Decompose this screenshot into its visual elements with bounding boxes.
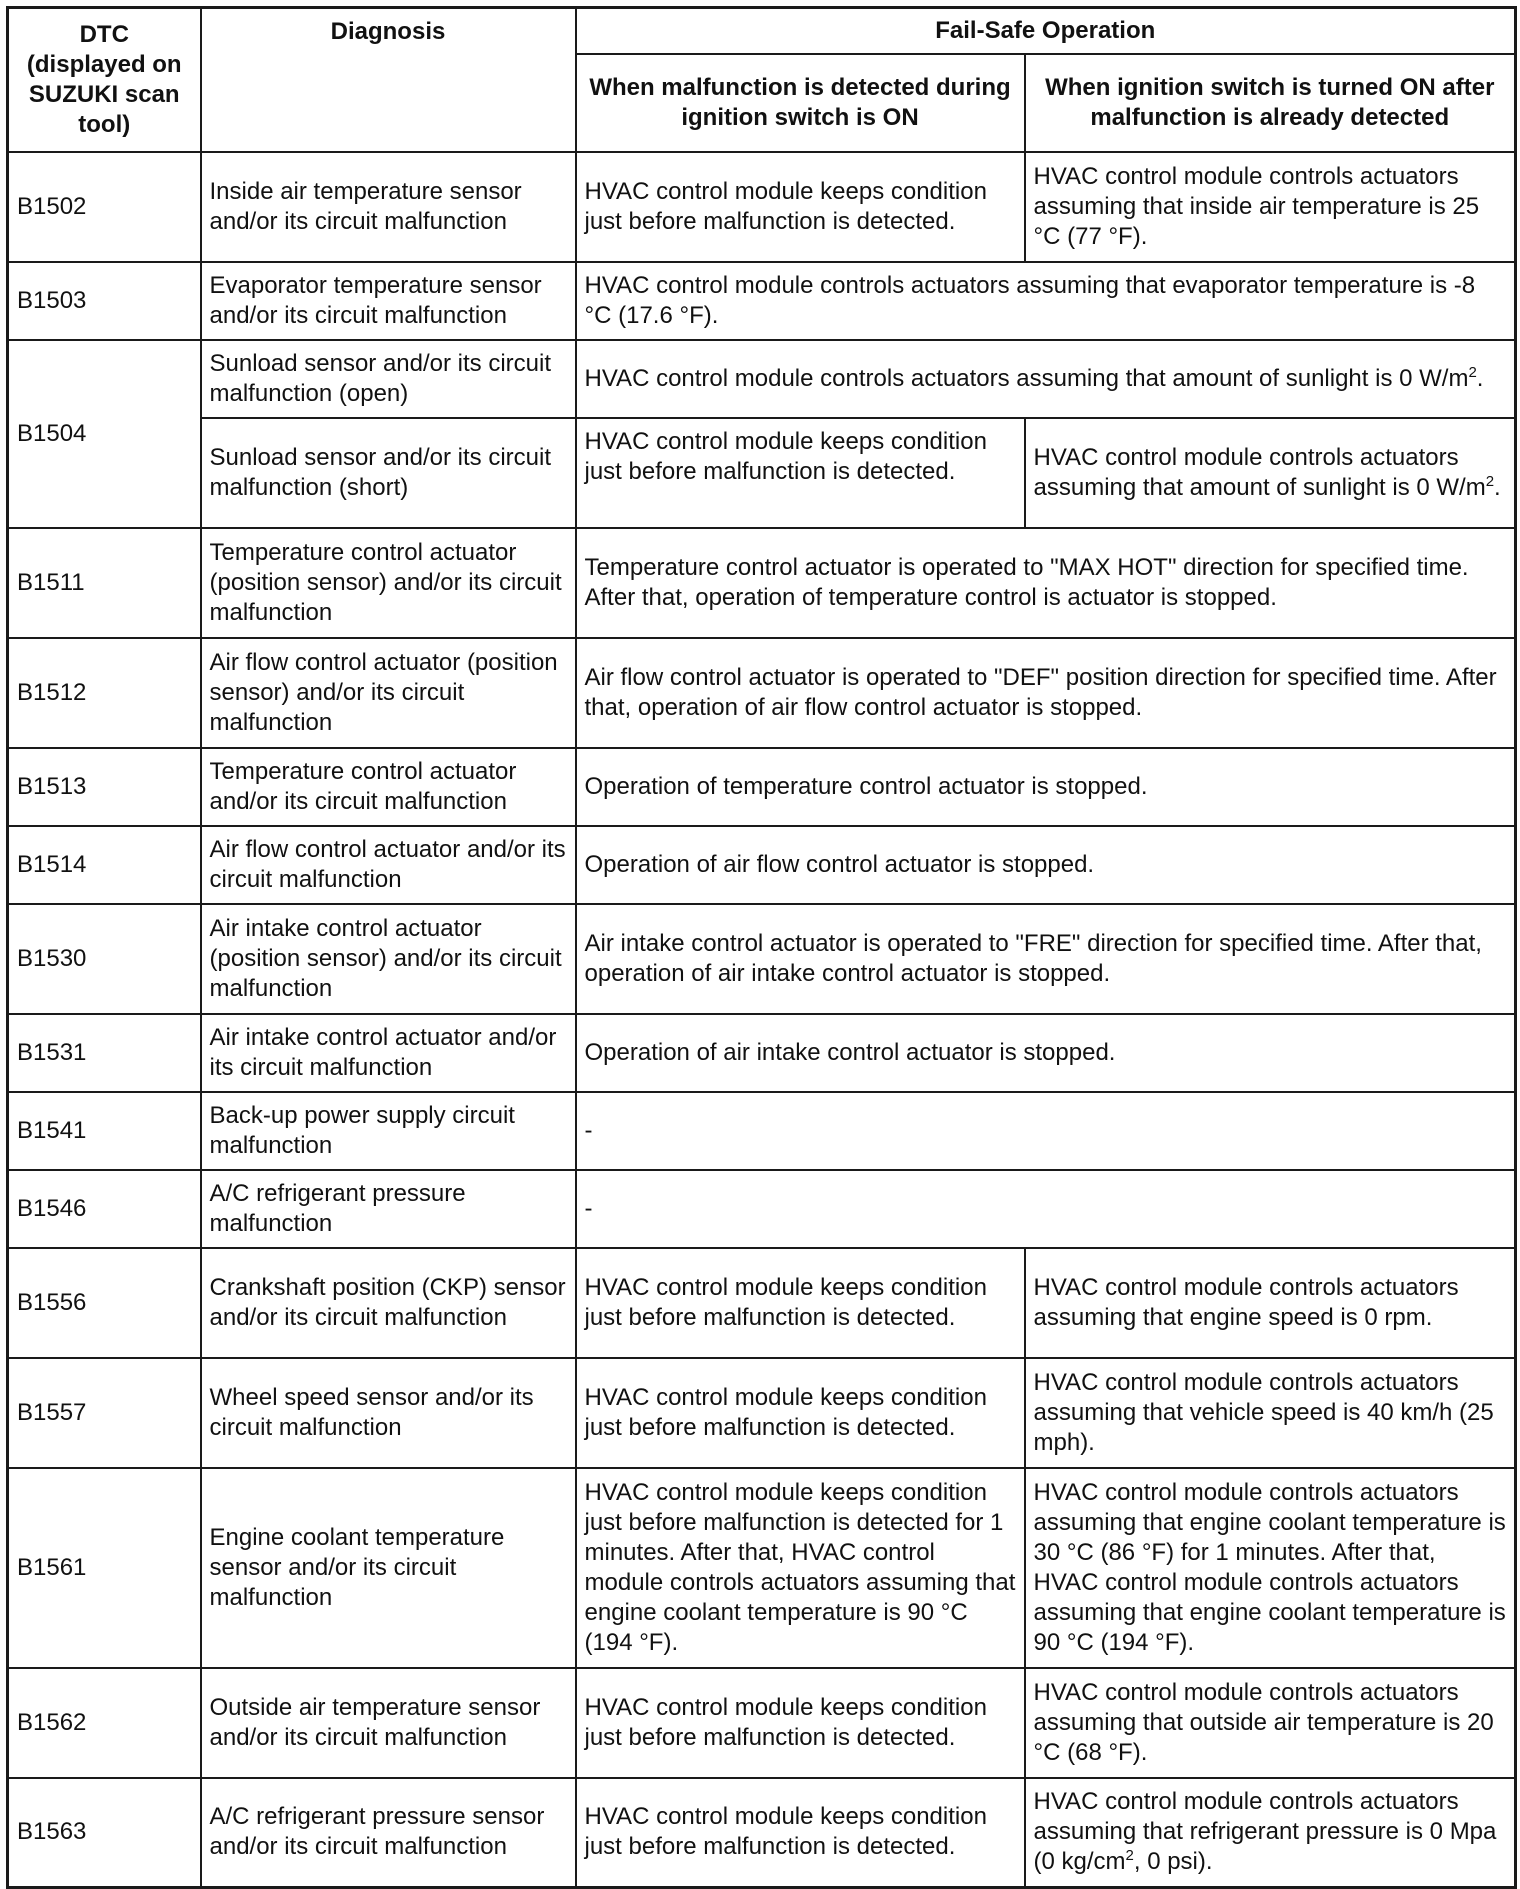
table-row-b1546: [8, 1170, 1516, 1248]
table-row-b1561: [8, 1468, 1516, 1668]
failsafe-after-cell: HVAC control module controls actuators assuming that engine speed is 0 rpm.: [1025, 1248, 1516, 1358]
diagnosis-cell: Sunload sensor and/or its circuit malfunction (open): [201, 340, 576, 418]
table-row-b1557: [8, 1358, 1516, 1468]
table-row-b1563: [8, 1778, 1516, 1888]
superscript: 2: [1468, 363, 1477, 381]
failsafe-both-cell: -: [576, 1092, 1516, 1170]
failsafe-after-cell: HVAC control module controls actuators assuming that inside air temperature is 25 °C (77 °F).: [1025, 152, 1516, 262]
table-row-b1504-open: [8, 340, 1516, 418]
header-dtc: DTC (displayed on SUZUKI scan tool): [8, 8, 201, 152]
table-row-b1503: [8, 262, 1516, 340]
dtc-code: B1512: [8, 638, 201, 748]
dtc-code: B1562: [8, 1668, 201, 1778]
dtc-code: B1541: [8, 1092, 201, 1170]
header-diagnosis: Diagnosis: [201, 8, 576, 152]
dtc-failsafe-table: [6, 6, 1517, 1889]
failsafe-on-cell: HVAC control module keeps condition just before malfunction is detected.: [576, 1778, 1025, 1888]
failsafe-both-cell: HVAC control module controls actuators assuming that evaporator temperature is -8 °C (17.6 °F).: [576, 262, 1516, 340]
dtc-code: B1561: [8, 1468, 201, 1668]
table-row-b1541: [8, 1092, 1516, 1170]
failsafe-on-cell: HVAC control module keeps condition just before malfunction is detected.: [576, 1248, 1025, 1358]
failsafe-tail: , 0 psi).: [1133, 1848, 1213, 1876]
failsafe-on-cell: HVAC control module keeps condition just before malfunction is detected for 1 minutes. After that, HVAC control module controls actuators assuming that engine coolant temperature is 90 °C (194 °F).: [576, 1468, 1025, 1668]
diagnosis-cell: Air intake control actuator (position sensor) and/or its circuit malfunction: [201, 904, 576, 1014]
diagnosis-cell: Inside air temperature sensor and/or its circuit malfunction: [201, 152, 576, 262]
header-failsafe: Fail-Safe Operation: [576, 8, 1516, 54]
failsafe-text: HVAC control module controls actuators assuming that amount of sunlight is 0 W/m: [1033, 443, 1486, 501]
diagnosis-cell: Sunload sensor and/or its circuit malfunction (short): [201, 418, 576, 528]
diagnosis-cell: Temperature control actuator and/or its circuit malfunction: [201, 748, 576, 826]
table-row-b1504-short: [8, 418, 1516, 528]
failsafe-both-cell: Operation of air intake control actuator is stopped.: [576, 1014, 1516, 1092]
diagnosis-cell: Crankshaft position (CKP) sensor and/or its circuit malfunction: [201, 1248, 576, 1358]
failsafe-tail: .: [1494, 473, 1501, 501]
dtc-code: B1514: [8, 826, 201, 904]
diagnosis-cell: Temperature control actuator (position sensor) and/or its circuit malfunction: [201, 528, 576, 638]
failsafe-both-cell: [576, 340, 1516, 418]
table-row-b1513: [8, 748, 1516, 826]
failsafe-after-cell: HVAC control module controls actuators assuming that outside air temperature is 20 °C (68 °F).: [1025, 1668, 1516, 1778]
dtc-code: B1557: [8, 1358, 201, 1468]
table-row-b1502: [8, 152, 1516, 262]
table-row-b1531: [8, 1014, 1516, 1092]
header-when-on: When malfunction is detected during ignition switch is ON: [576, 54, 1025, 152]
superscript: 2: [1485, 472, 1495, 490]
diagnosis-cell: Air intake control actuator and/or its circuit malfunction: [201, 1014, 576, 1092]
failsafe-on-cell: HVAC control module keeps condition just before malfunction is detected.: [576, 418, 1025, 528]
dtc-code: B1504: [8, 340, 201, 528]
header-when-after: When ignition switch is turned ON after malfunction is already detected: [1025, 54, 1516, 152]
diagnosis-cell: Wheel speed sensor and/or its circuit malfunction: [201, 1358, 576, 1468]
table-row-b1530: [8, 904, 1516, 1014]
failsafe-after-cell: HVAC control module controls actuators assuming that engine coolant temperature is 30 °C (86 °F) for 1 minutes. After that, HVAC control module controls actuators assuming that engine coolant temperature is 90 °C (194 °F).: [1025, 1468, 1516, 1668]
diagnosis-cell: Air flow control actuator (position sensor) and/or its circuit malfunction: [201, 638, 576, 748]
dtc-code: B1503: [8, 262, 201, 340]
failsafe-both-cell: Operation of air flow control actuator is stopped.: [576, 826, 1516, 904]
dtc-code: B1530: [8, 904, 201, 1014]
failsafe-after-cell: [1025, 1778, 1516, 1888]
table-row-b1514: [8, 826, 1516, 904]
header-row-1: [8, 8, 1516, 54]
failsafe-both-cell: Temperature control actuator is operated to "MAX HOT" direction for specified time. After that, operation of temperature control is actuator is stopped.: [576, 528, 1516, 638]
failsafe-text: HVAC control module controls actuators assuming that refrigerant pressure is 0 Mpa (0 kg/cm: [1033, 1788, 1497, 1876]
failsafe-text: HVAC control module controls actuators assuming that amount of sunlight is 0 W/m: [584, 364, 1469, 392]
diagnosis-cell: Evaporator temperature sensor and/or its circuit malfunction: [201, 262, 576, 340]
failsafe-both-cell: -: [576, 1170, 1516, 1248]
failsafe-after-cell: [1025, 418, 1516, 528]
failsafe-on-cell: HVAC control module keeps condition just before malfunction is detected.: [576, 1358, 1025, 1468]
dtc-code: B1563: [8, 1778, 201, 1888]
failsafe-both-cell: Air intake control actuator is operated to "FRE" direction for specified time. After that, operation of air intake control actuator is stopped.: [576, 904, 1516, 1014]
diagnosis-cell: A/C refrigerant pressure malfunction: [201, 1170, 576, 1248]
dtc-code: B1531: [8, 1014, 201, 1092]
diagnosis-cell: Back-up power supply circuit malfunction: [201, 1092, 576, 1170]
failsafe-after-cell: HVAC control module controls actuators assuming that vehicle speed is 40 km/h (25 mph).: [1025, 1358, 1516, 1468]
failsafe-tail: .: [1476, 364, 1484, 392]
diagnosis-cell: A/C refrigerant pressure sensor and/or its circuit malfunction: [201, 1778, 576, 1888]
diagnosis-cell: Engine coolant temperature sensor and/or its circuit malfunction: [201, 1468, 576, 1668]
dtc-code: B1513: [8, 748, 201, 826]
table-row-b1556: [8, 1248, 1516, 1358]
failsafe-on-cell: HVAC control module keeps condition just before malfunction is detected.: [576, 1668, 1025, 1778]
dtc-code: B1546: [8, 1170, 201, 1248]
superscript: 2: [1125, 1847, 1134, 1865]
failsafe-both-cell: Air flow control actuator is operated to "DEF" position direction for specified time. After that, operation of air flow control actuator is stopped.: [576, 638, 1516, 748]
table-row-b1562: [8, 1668, 1516, 1778]
table-row-b1511: [8, 528, 1516, 638]
dtc-code: B1511: [8, 528, 201, 638]
diagnosis-cell: Air flow control actuator and/or its circuit malfunction: [201, 826, 576, 904]
failsafe-both-cell: Operation of temperature control actuator is stopped.: [576, 748, 1516, 826]
diagnosis-cell: Outside air temperature sensor and/or its circuit malfunction: [201, 1668, 576, 1778]
dtc-code: B1556: [8, 1248, 201, 1358]
table-row-b1512: [8, 638, 1516, 748]
dtc-code: B1502: [8, 152, 201, 262]
failsafe-on-cell: HVAC control module keeps condition just before malfunction is detected.: [576, 152, 1025, 262]
